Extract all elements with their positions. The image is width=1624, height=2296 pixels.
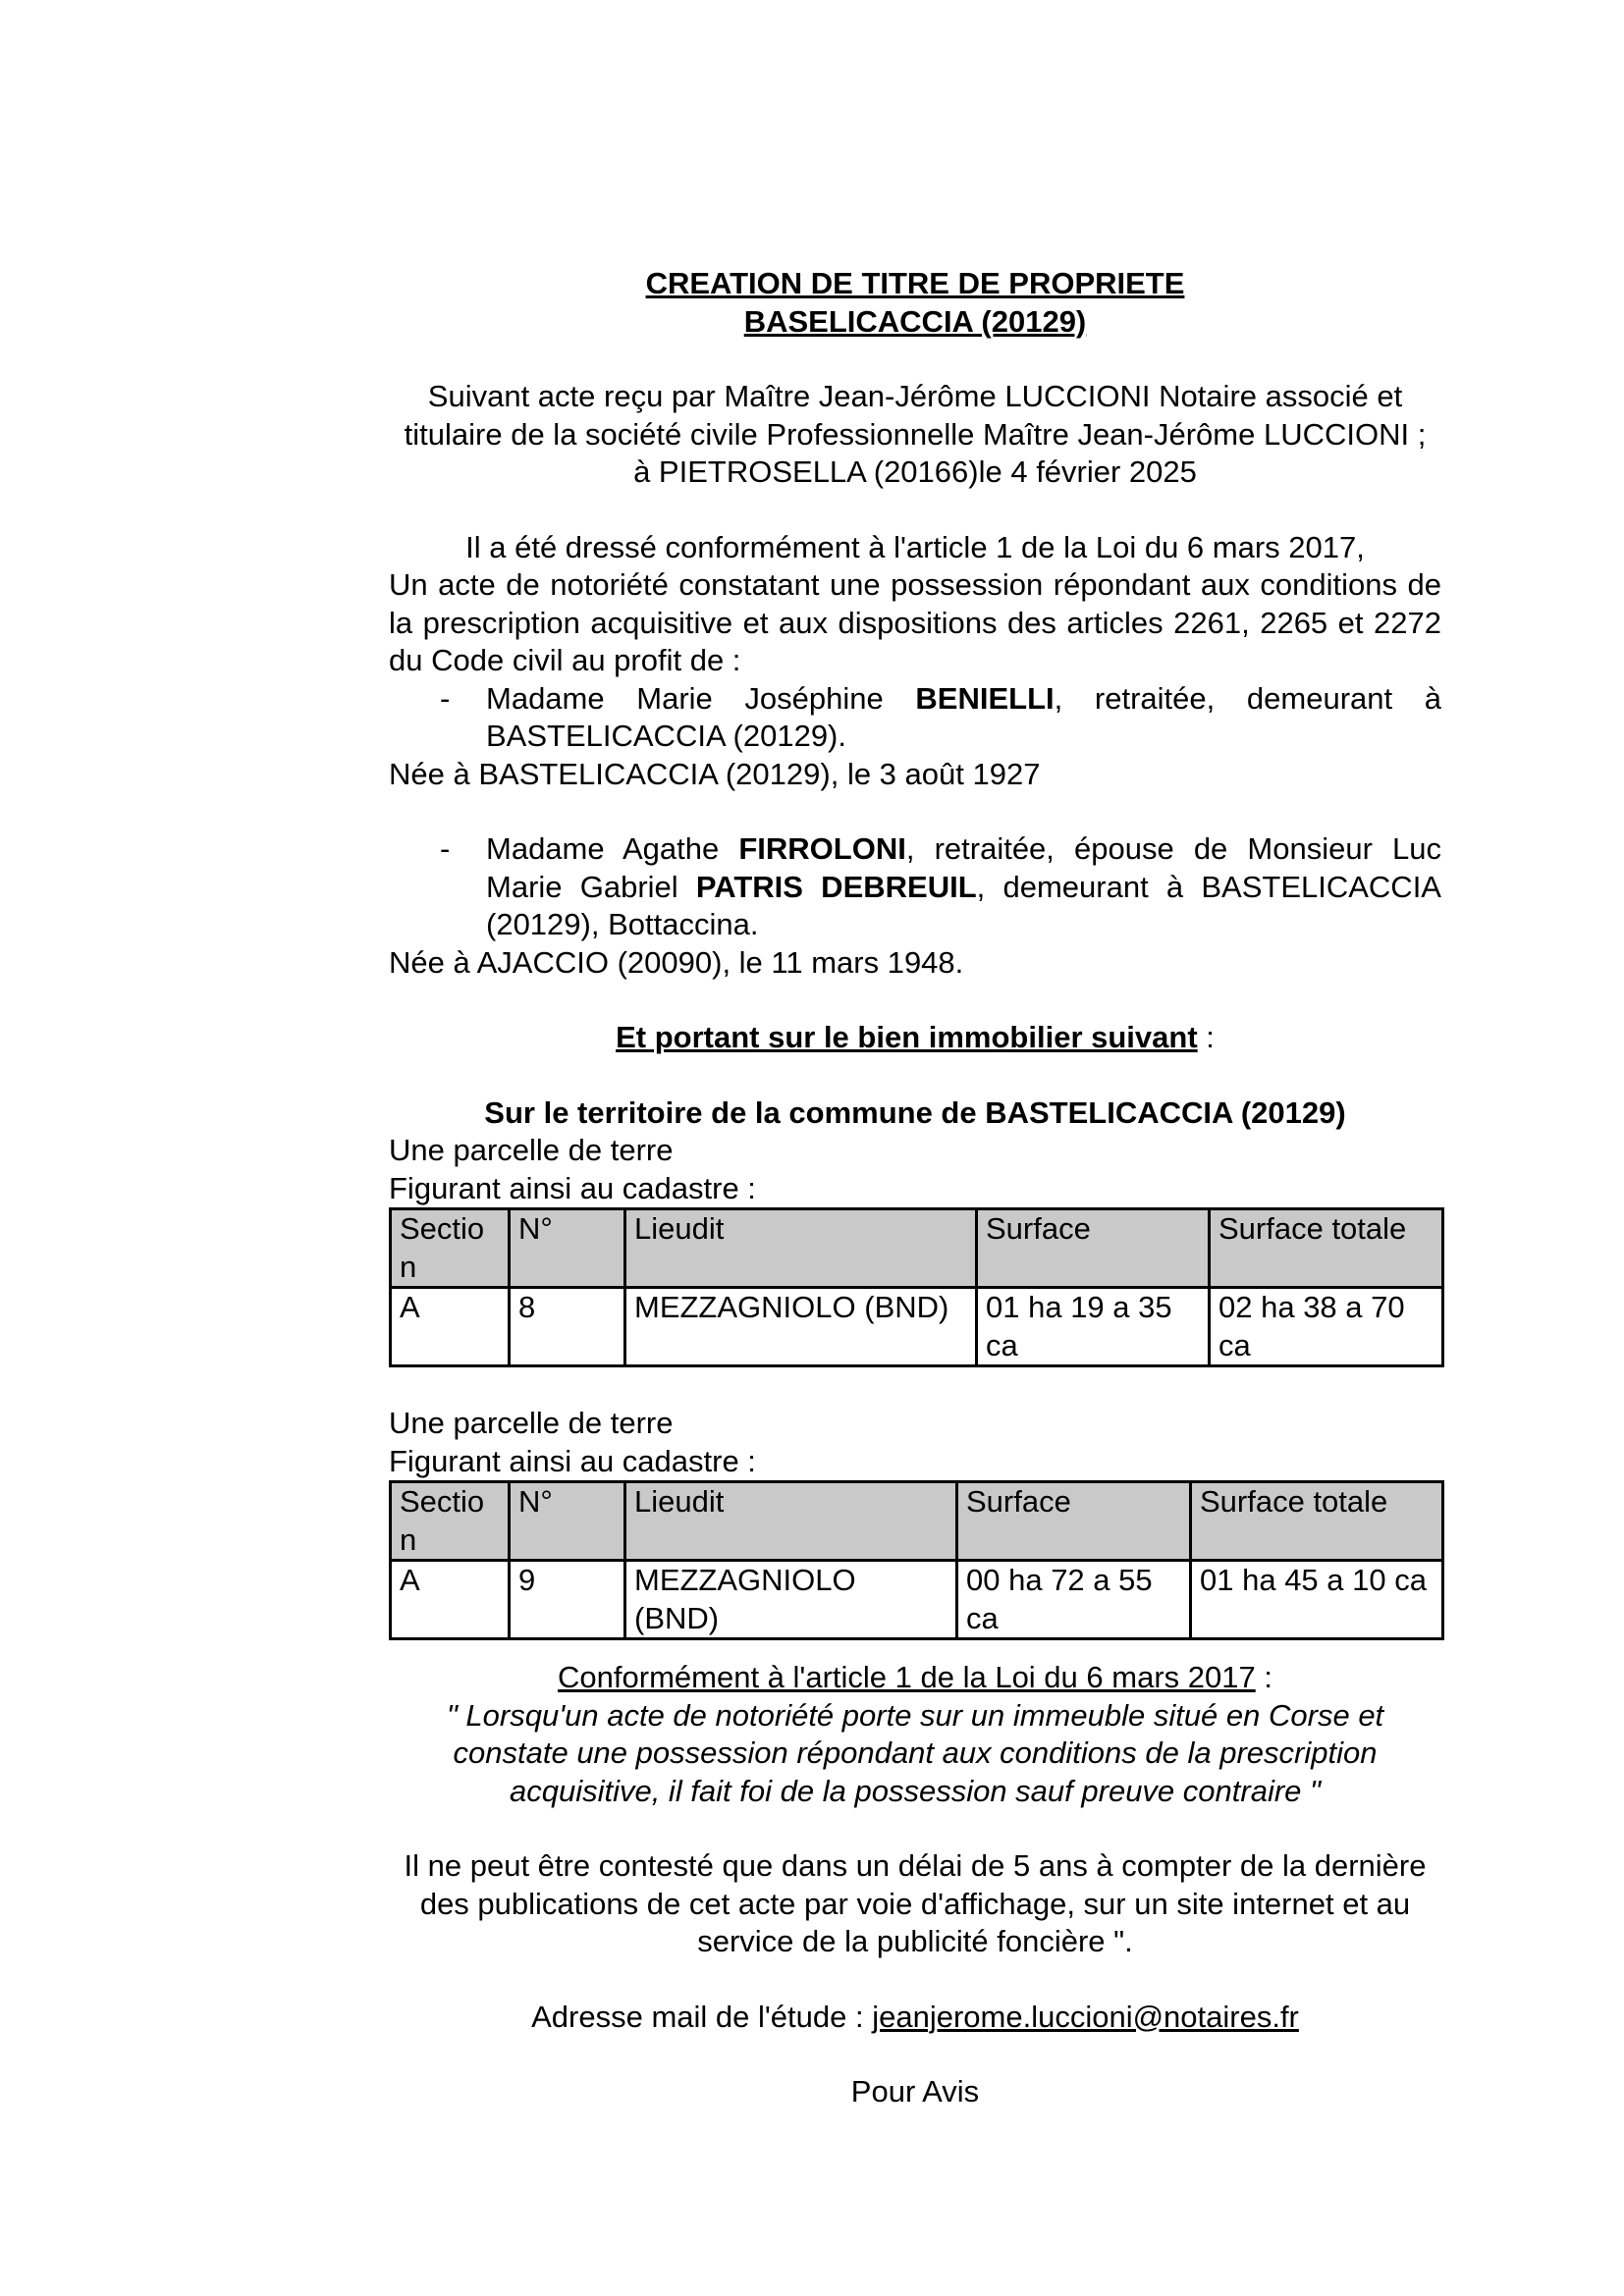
intro-paragraph	[389, 378, 1441, 492]
table-cell: MEZZAGNIOLO (BND)	[625, 1561, 957, 1639]
contact-line	[389, 1999, 1441, 2037]
table-header-cell: Sectio n	[391, 1482, 510, 1561]
table-header-cell: Surface	[977, 1209, 1210, 1288]
table-cell: 9	[510, 1561, 625, 1639]
document-subtitle: BASELICACCIA (20129)	[743, 303, 1087, 339]
email-link[interactable]: jeanjerome.luccioni@notaires.fr	[872, 1999, 1299, 2034]
cadastre-table	[389, 1207, 1444, 1367]
table-header-cell: Surface totale	[1191, 1482, 1443, 1561]
beneficiary-name: FIRROLONI	[738, 831, 906, 866]
territoire-heading: Sur le territoire de la commune de BASTELICACCIA (20129)	[484, 1095, 1346, 1130]
beneficiary-item: - Madame Agathe FIRROLONI, retraitée, épouse de Monsieur Luc Marie Gabriel PATRIS DEBREUIL, demeurant à BASTELICACCIA (20129), Bottaccina.	[440, 831, 1441, 941]
table-header-cell: Lieudit	[625, 1209, 977, 1288]
loi-heading: Conformément à l'article 1 de la Loi du 6 mars 2017 :	[558, 1660, 1272, 1694]
cadastre-label: Figurant ainsi au cadastre :	[389, 1443, 756, 1478]
notice-page	[389, 265, 1441, 2111]
table-row	[391, 1288, 1443, 1366]
table-cell: 02 ha 38 a 70 ca	[1210, 1288, 1443, 1366]
contact-label: Adresse mail de l'étude :	[531, 1999, 873, 2034]
table-header-row	[391, 1482, 1443, 1561]
quote-line: " Lorsqu'un acte de notoriété porte sur un immeuble situé en Corse et	[446, 1697, 1384, 1733]
table-cell: MEZZAGNIOLO (BND)	[625, 1288, 977, 1366]
quote-line: constate une possession répondant aux conditions de la prescription	[453, 1735, 1378, 1770]
acte-intro-line: Il a été dressé conformément à l'article 1 de la Loi du 6 mars 2017,	[465, 529, 1365, 564]
table-cell: 8	[510, 1288, 625, 1366]
table-row	[391, 1561, 1443, 1639]
list-dash: -	[440, 831, 451, 866]
table-header-cell: Surface totale	[1210, 1209, 1443, 1288]
contestation-line: des publications de cet acte par voie d'affichage, sur un site internet et au	[419, 1886, 1411, 1921]
cadastre-table	[389, 1480, 1444, 1640]
bien-heading: Et portant sur le bien immobilier suivant :	[616, 1020, 1215, 1054]
beneficiary-birth: Née à AJACCIO (20090), le 11 mars 1948.	[389, 944, 964, 980]
table-cell: A	[391, 1561, 510, 1639]
quote-line: acquisitive, il fait foi de la possession sauf preuve contraire "	[509, 1773, 1322, 1808]
table-header-cell: Lieudit	[625, 1482, 957, 1561]
table-header-row	[391, 1209, 1443, 1288]
table-header-cell: N°	[510, 1482, 625, 1561]
table-header-cell: Sectio n	[391, 1209, 510, 1288]
beneficiary-item: - Madame Marie Joséphine BENIELLI, retraitée, demeurant à BASTELICACCIA (20129).	[440, 680, 1442, 753]
intro-line: Suivant acte reçu par Maître Jean-Jérôme LUCCIONI Notaire associé et	[427, 379, 1403, 413]
acte-paragraph: Un acte de notoriété constatant une possession répondant aux conditions de la prescription acquisitive et aux dispositions des articles 2261, 2265 et 2272 du Code civil au profit de :	[389, 567, 1441, 677]
contestation-line: service de la publicité foncière ".	[697, 1924, 1133, 1958]
contestation-paragraph	[389, 1847, 1441, 1961]
table-cell: A	[391, 1288, 510, 1366]
parcel-intro: Une parcelle de terre	[389, 1133, 674, 1167]
intro-line: titulaire de la société civile Professionnelle Maître Jean-Jérôme LUCCIONI ;	[404, 416, 1427, 452]
cadastre-label: Figurant ainsi au cadastre :	[389, 1170, 756, 1205]
loi-quote	[389, 1697, 1441, 1811]
parcel-intro: Une parcelle de terre	[389, 1406, 674, 1440]
table-cell: 01 ha 45 a 10 ca	[1191, 1561, 1443, 1639]
table-header-cell: N°	[510, 1209, 625, 1288]
table-cell: 01 ha 19 a 35 ca	[977, 1288, 1210, 1366]
intro-line: à PIETROSELLA (20166)le 4 février 2025	[633, 454, 1197, 489]
closing-text: Pour Avis	[850, 2074, 980, 2109]
document-title: CREATION DE TITRE DE PROPRIETE	[645, 266, 1185, 300]
spouse-name: PATRIS DEBREUIL	[695, 869, 977, 904]
table-cell: 00 ha 72 a 55 ca	[957, 1561, 1191, 1639]
list-dash: -	[440, 680, 451, 716]
beneficiary-name: BENIELLI	[915, 680, 1055, 716]
contestation-line: Il ne peut être contesté que dans un délai de 5 ans à compter de la dernière	[404, 1848, 1427, 1883]
beneficiary-birth: Née à BASTELICACCIA (20129), le 3 août 1927	[389, 756, 1041, 791]
table-header-cell: Surface	[957, 1482, 1191, 1561]
